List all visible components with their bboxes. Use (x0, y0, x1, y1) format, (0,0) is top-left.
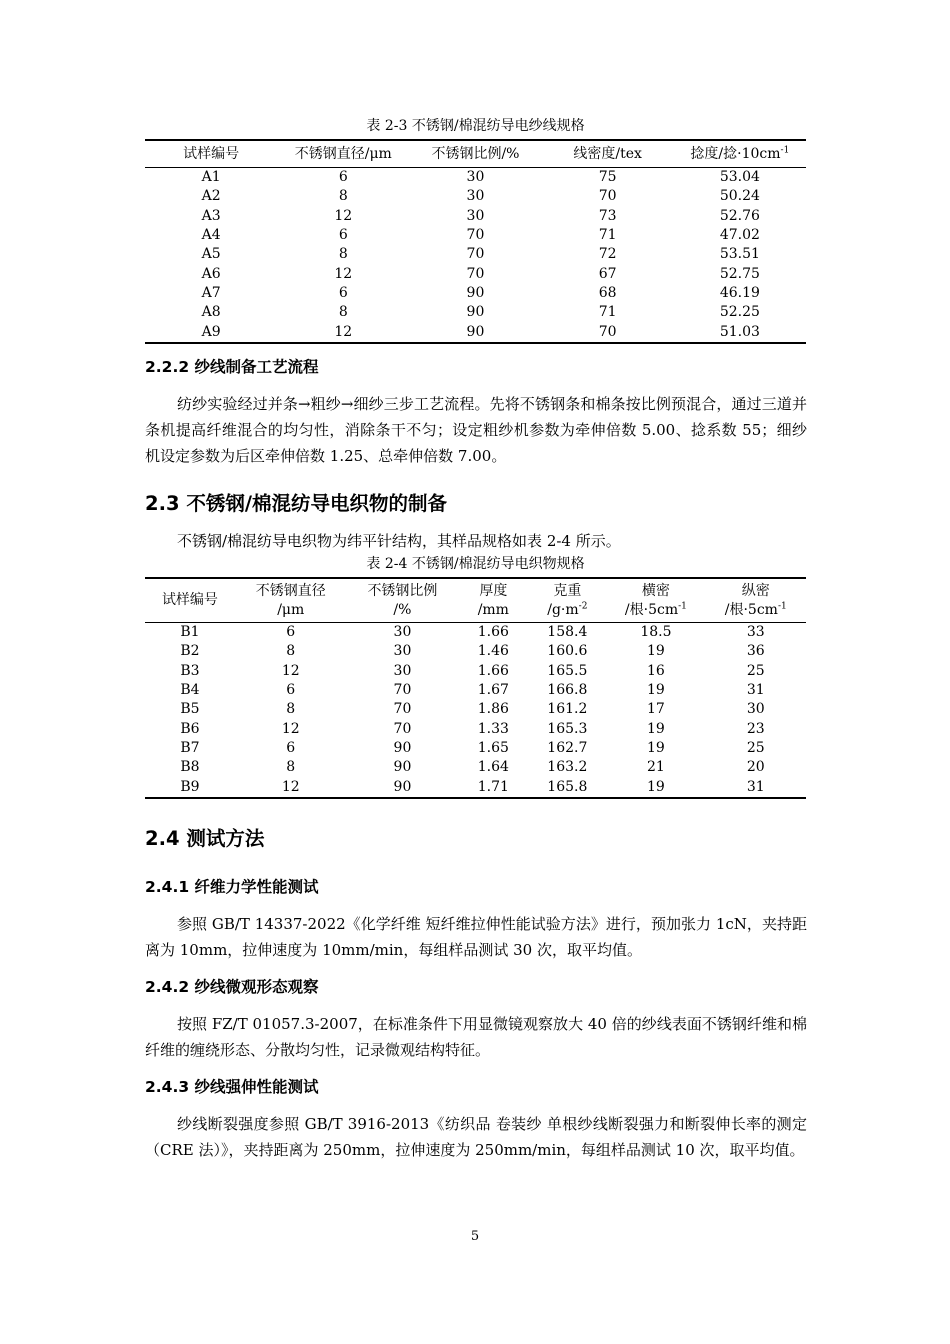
table-cell: 67 (598, 265, 617, 282)
table-body (145, 623, 806, 798)
column-header-unit (705, 601, 806, 620)
table-row (145, 187, 806, 206)
table-row (145, 168, 806, 188)
table-cell: B8 (180, 759, 200, 776)
table-cell: A8 (201, 304, 221, 321)
table-cell: 71 (598, 227, 617, 244)
column-header (528, 578, 606, 623)
column-header-unit (528, 601, 606, 620)
column-header-line: 横密 (641, 582, 670, 599)
table-row (145, 226, 806, 245)
unit-text: /mm (477, 601, 509, 618)
paragraph-text: 纱线断裂强度参照 GB/T 3916-2013《纺织品 卷装纱 单根纱线断裂强力和断裂伸长率的测定（CRE 法）》，夹持距离为 250mm，拉伸速度为 250mm/min，每组样品测试 10 次，取平均值。 (145, 1115, 807, 1159)
table-cell: A6 (201, 265, 221, 282)
table-row (145, 681, 806, 700)
table-cell: 70 (466, 227, 485, 244)
column-header (705, 578, 806, 623)
column-header (606, 578, 705, 623)
column-header-unit (235, 601, 347, 620)
table-cell: 70 (393, 701, 412, 718)
table-cell: 165.8 (547, 778, 588, 795)
superscript: -1 (780, 145, 790, 156)
table-cell: 1.66 (477, 662, 509, 679)
table-cell: 1.33 (477, 720, 509, 737)
column-header-unit (347, 601, 459, 620)
table-row (145, 662, 806, 681)
table-cell: 8 (286, 701, 296, 718)
table-cell: 12 (281, 778, 300, 795)
table-cell: 33 (746, 624, 765, 641)
table-cell: 70 (598, 323, 617, 340)
unit-text: /% (393, 601, 412, 618)
table-cell: A7 (201, 284, 221, 301)
table-cell: 12 (281, 662, 300, 679)
table-cell: 166.8 (547, 682, 588, 699)
column-header-line: 纵密 (741, 582, 770, 599)
table-cell: 162.7 (547, 739, 588, 756)
table-cell: 6 (338, 284, 348, 301)
table-row (145, 758, 806, 777)
table-cell: B3 (180, 662, 200, 679)
table-cell: 30 (393, 662, 412, 679)
table-cell: 70 (598, 188, 617, 205)
table-cell: 1.66 (477, 624, 509, 641)
table-row (145, 739, 806, 758)
table-cell: B5 (180, 701, 200, 718)
section-heading-2-4-1: 2.4.1 纤维力学性能测试 (145, 878, 319, 896)
table-cell: 90 (393, 739, 412, 756)
table-cell: A9 (201, 323, 221, 340)
table-cell: 165.3 (547, 720, 588, 737)
table-cell: 90 (393, 778, 412, 795)
table-cell: 47.02 (719, 227, 760, 244)
column-header (458, 578, 528, 623)
table-cell: 12 (334, 323, 353, 340)
table-cell: B6 (180, 720, 200, 737)
table-cell: 52.75 (719, 265, 760, 282)
table-2-3-caption: 表 2-3 不锈钢/棉混纺导电纱线规格 (366, 118, 585, 134)
table-cell: 1.64 (477, 759, 509, 776)
table-cell: 52.25 (719, 304, 760, 321)
table-cell: B4 (180, 682, 200, 699)
table-cell: 73 (598, 207, 617, 224)
table-cell: 6 (338, 227, 348, 244)
superscript: -2 (578, 600, 588, 611)
table-cell: 20 (746, 759, 765, 776)
column-header-unit (458, 601, 528, 620)
table-cell: 12 (334, 207, 353, 224)
superscript: -1 (678, 600, 687, 611)
table-cell: 1.67 (477, 682, 509, 699)
table-cell: 6 (338, 169, 348, 186)
table-cell: 70 (393, 720, 412, 737)
table-cell: 6 (286, 739, 296, 756)
section-heading-2-4: 2.4 测试方法 (145, 827, 265, 850)
table-cell: 161.2 (547, 701, 588, 718)
table-cell: B1 (180, 624, 200, 641)
unit-text: /根·5cm (724, 601, 778, 618)
table-cell: 18.5 (640, 624, 672, 641)
paragraph-text: 按照 FZ/T 01057.3-2007，在标准条件下用显微镜观察放大 40 倍的纱线表面不锈钢纤维和棉纤维的缠绕形态、分散均匀性，记录微观结构特征。 (145, 1015, 807, 1059)
table-row (145, 322, 806, 342)
page-number: 5 (470, 1229, 480, 1244)
section-heading-2-4-3: 2.4.3 纱线强伸性能测试 (145, 1078, 319, 1096)
table-body (145, 168, 806, 343)
table-cell: A5 (201, 246, 221, 263)
table-cell: 46.19 (719, 284, 760, 301)
table-cell: 53.04 (719, 169, 760, 186)
table-cell: A1 (201, 169, 221, 186)
unit-text: /根·5cm (624, 601, 679, 618)
table-cell: 52.76 (719, 207, 760, 224)
column-header-line: 试样编号 (161, 592, 218, 608)
table-cell: 25 (746, 662, 765, 679)
table-cell: 6 (286, 682, 296, 699)
paragraph-text: 纺纱实验经过并条→粗纱→细纱三步工艺流程。先将不锈钢条和棉条按比例预混合，通过三道并条机提高纤维混合的均匀性，消除条干不匀；设定粗纱机参数为牵伸倍数 5.00、捻系数 55；细纱机设定参数为后区牵伸倍数 1.25、总牵伸倍数 7.00。 (145, 395, 807, 465)
section-heading-2-4-2: 2.4.2 纱线微观形态观察 (145, 978, 319, 996)
table-2-4 (145, 577, 806, 799)
table-cell: 30 (393, 624, 412, 641)
table-header-row (145, 578, 806, 623)
table-row (145, 777, 806, 797)
table-cell: 8 (286, 759, 296, 776)
paragraph-2-4-3 (145, 1111, 807, 1163)
table-cell: 31 (746, 778, 765, 795)
column-header (235, 578, 347, 623)
table-cell: 72 (598, 246, 617, 263)
section-heading-2-3: 2.3 不锈钢/棉混纺导电织物的制备 (145, 492, 447, 515)
table-cell: 30 (466, 188, 485, 205)
table-cell: 90 (393, 759, 412, 776)
table-cell: B9 (180, 778, 200, 795)
table-cell: 19 (647, 720, 665, 737)
column-header-unit (606, 601, 705, 620)
table-cell: 6 (286, 624, 296, 641)
table-cell: 1.65 (477, 739, 509, 756)
table-cell: B7 (180, 739, 200, 756)
table-row (145, 642, 806, 661)
paragraph-2-3 (145, 528, 807, 554)
table-cell: 90 (466, 304, 485, 321)
table-cell: 70 (466, 246, 485, 263)
paragraph-text: 参照 GB/T 14337-2022《化学纤维 短纤维拉伸性能试验方法》进行，预加张力 1cN，夹持距离为 10mm，拉伸速度为 10mm/min，每组样品测试 30 次，取平均值。 (145, 915, 807, 959)
table-row (145, 623, 806, 643)
column-header: 不锈钢比例/% (409, 140, 541, 168)
table-cell: 19 (647, 739, 665, 756)
table-row (145, 700, 806, 719)
table-cell: 70 (466, 265, 485, 282)
table-cell: 8 (338, 246, 348, 263)
table-cell: 51.03 (719, 323, 760, 340)
table-cell: 1.46 (477, 643, 509, 660)
paragraph-2-4-1 (145, 911, 807, 963)
table-row (145, 245, 806, 264)
column-header: 不锈钢直径/μm (277, 140, 409, 168)
unit-text: /g·m (547, 601, 579, 618)
section-heading-2-2-2: 2.2.2 纱线制备工艺流程 (145, 358, 319, 376)
paragraph-2-2-2 (145, 391, 807, 469)
table-cell: 71 (598, 304, 617, 321)
table-cell: 19 (647, 778, 665, 795)
column-header-line: 不锈钢直径 (255, 582, 326, 599)
table-cell: 21 (647, 759, 665, 776)
table-cell: 31 (746, 682, 765, 699)
table-cell: 30 (466, 169, 485, 186)
table-cell: 70 (393, 682, 412, 699)
table-cell: 163.2 (547, 759, 588, 776)
table-cell: 23 (746, 720, 765, 737)
table-cell: 36 (746, 643, 765, 660)
table-cell: 75 (598, 169, 617, 186)
table-cell: 17 (647, 701, 665, 718)
table-row (145, 719, 806, 738)
table-cell: 12 (281, 720, 300, 737)
table-row (145, 284, 806, 303)
table-cell: B2 (180, 643, 200, 660)
table-cell: 53.51 (719, 246, 760, 263)
table-cell: 19 (647, 682, 665, 699)
column-header (674, 140, 806, 168)
column-header-line: 克重 (553, 582, 582, 599)
table-cell: 160.6 (547, 643, 588, 660)
superscript: -1 (777, 600, 787, 611)
column-header (145, 578, 235, 623)
table-cell: A3 (201, 207, 221, 224)
column-header-line: 厚度 (479, 582, 508, 599)
table-cell: 8 (286, 643, 296, 660)
column-header-line: 不锈钢比例 (367, 582, 438, 599)
table-cell: 1.71 (477, 778, 509, 795)
column-header: 试样编号 (145, 140, 277, 168)
column-header-text: 捻度/捻·10cm (690, 146, 781, 162)
table-cell: 12 (334, 265, 353, 282)
column-header: 线密度/tex (542, 140, 674, 168)
table-cell: 30 (466, 207, 485, 224)
table-cell: 8 (338, 304, 348, 321)
table-cell: 90 (466, 323, 485, 340)
table-cell: 1.86 (477, 701, 509, 718)
table-2-4-caption: 表 2-4 不锈钢/棉混纺导电织物规格 (366, 556, 585, 572)
table-cell: A4 (201, 227, 221, 244)
column-header (347, 578, 459, 623)
table-cell: 50.24 (719, 188, 760, 205)
table-cell: 19 (647, 643, 665, 660)
table-cell: 16 (647, 662, 665, 679)
table-2-3 (145, 139, 806, 344)
paragraph-2-4-2 (145, 1011, 807, 1063)
table-cell: 90 (466, 284, 485, 301)
table-cell: 30 (393, 643, 412, 660)
paragraph-text: 不锈钢/棉混纺导电织物为纬平针结构，其样品规格如表 2-4 所示。 (177, 532, 621, 550)
table-row (145, 207, 806, 226)
table-row (145, 264, 806, 283)
table-header-row (145, 140, 806, 168)
table-cell: 165.5 (547, 662, 588, 679)
table-cell: 158.4 (547, 624, 588, 641)
table-cell: A2 (201, 188, 221, 205)
table-cell: 8 (338, 188, 348, 205)
table-cell: 25 (746, 739, 765, 756)
table-cell: 68 (598, 284, 617, 301)
table-row (145, 303, 806, 322)
unit-text: /μm (277, 601, 305, 618)
table-cell: 30 (746, 701, 765, 718)
